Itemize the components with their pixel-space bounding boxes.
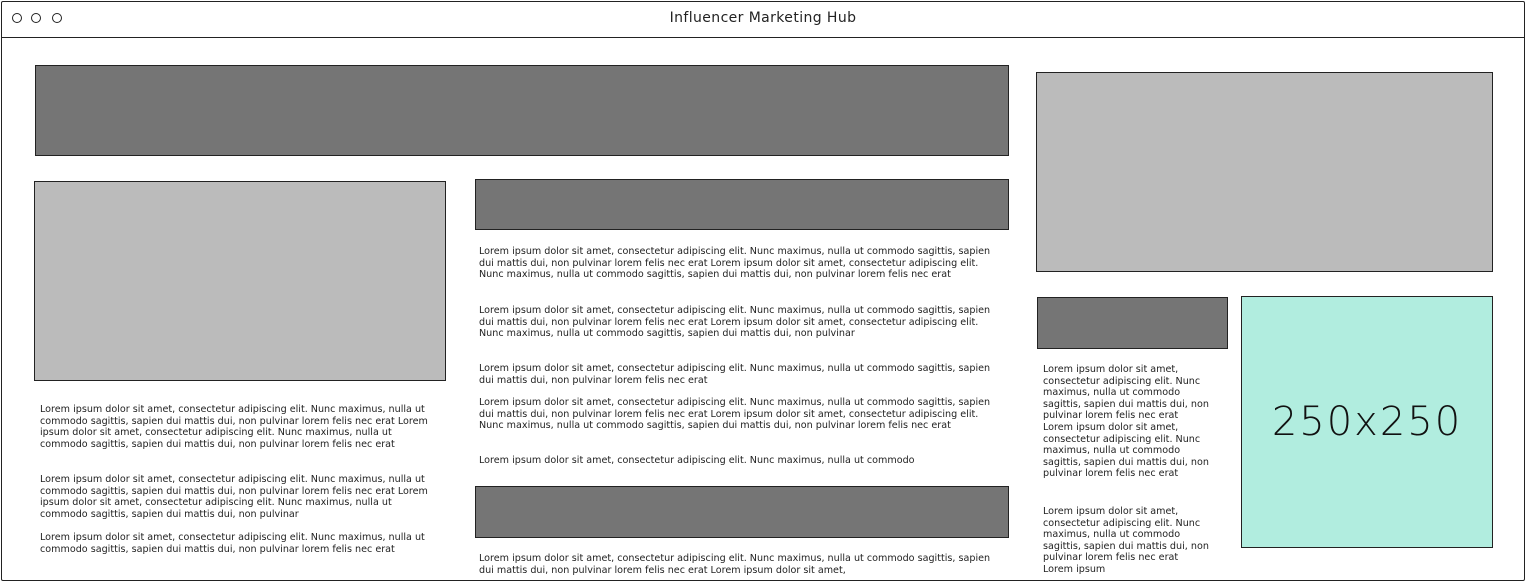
right-paragraph-1: Lorem ipsum dolor sit amet, consectetur adipiscing elit. Nunc maximus, nulla ut commodo sagittis, sapien dui mattis dui, non pulvinar lorem felis nec erat Lorem ipsum dolor sit amet, consectetur adipiscing elit. Nunc maximus, nulla ut commodo sagittis, sapien dui mattis dui, non pulvinar lorem felis nec erat — [1043, 364, 1209, 480]
left-paragraph-3: Lorem ipsum dolor sit amet, consectetur adipiscing elit. Nunc maximus, nulla ut commodo sagittis, sapien dui mattis dui, non pulvinar lorem felis nec erat — [40, 532, 425, 555]
window-title: Influencer Marketing Hub — [669, 10, 857, 26]
ad-size-label: 250x250 — [1271, 399, 1463, 445]
middle-paragraph-6: Lorem ipsum dolor sit amet, consectetur adipiscing elit. Nunc maximus, nulla ut commodo sagittis, sapien dui mattis dui, non pulvinar lorem felis nec erat Lorem ipsum dolor sit amet, — [479, 553, 991, 576]
ad-placeholder-250x250 — [1241, 296, 1493, 548]
second-article-heading-placeholder — [475, 486, 1009, 538]
window-titlebar — [2, 2, 1524, 38]
article-heading-placeholder — [475, 179, 1009, 230]
browser-window — [1, 1, 1525, 581]
middle-paragraph-4: Lorem ipsum dolor sit amet, consectetur adipiscing elit. Nunc maximus, nulla ut commodo sagittis, sapien dui mattis dui, non pulvinar lorem felis nec erat Lorem ipsum dolor sit amet, consectetur adipiscing elit. Nunc maximus, nulla ut commodo sagittis, sapien dui mattis dui, non pulvinar lorem felis nec erat — [479, 397, 991, 432]
header-banner-placeholder — [35, 65, 1009, 156]
article-image-placeholder — [34, 181, 446, 381]
middle-paragraph-1: Lorem ipsum dolor sit amet, consectetur adipiscing elit. Nunc maximus, nulla ut commodo sagittis, sapien dui mattis dui, non pulvinar lorem felis nec erat Lorem ipsum dolor sit amet, consectetur adipiscing elit. Nunc maximus, nulla ut commodo sagittis, sapien dui mattis dui, non pulvinar lorem felis nec erat — [479, 246, 991, 281]
left-paragraph-1: Lorem ipsum dolor sit amet, consectetur adipiscing elit. Nunc maximus, nulla ut commodo sagittis, sapien dui mattis dui, non pulvinar lorem felis nec erat Lorem ipsum dolor sit amet, consectetur adipiscing elit. Nunc maximus, nulla ut commodo sagittis, sapien dui mattis dui, non pulvinar lorem felis nec erat — [40, 404, 428, 450]
right-paragraph-2: Lorem ipsum dolor sit amet, consectetur adipiscing elit. Nunc maximus, nulla ut commodo sagittis, sapien dui mattis dui, non pulvinar lorem felis nec erat Lorem ipsum — [1043, 506, 1209, 575]
left-paragraph-2: Lorem ipsum dolor sit amet, consectetur adipiscing elit. Nunc maximus, nulla ut commodo sagittis, sapien dui mattis dui, non pulvinar lorem felis nec erat Lorem ipsum dolor sit amet, consectetur adipiscing elit. Nunc maximus, nulla ut commodo sagittis, sapien dui mattis dui, non pulvinar — [40, 474, 428, 520]
middle-paragraph-5: Lorem ipsum dolor sit amet, consectetur adipiscing elit. Nunc maximus, nulla ut commodo — [479, 455, 915, 466]
middle-paragraph-2: Lorem ipsum dolor sit amet, consectetur adipiscing elit. Nunc maximus, nulla ut commodo sagittis, sapien dui mattis dui, non pulvinar lorem felis nec erat Lorem ipsum dolor sit amet, consectetur adipiscing elit. Nunc maximus, nulla ut commodo sagittis, sapien dui mattis dui, non pulvinar — [479, 305, 991, 340]
featured-image-placeholder — [1036, 72, 1493, 272]
middle-paragraph-3: Lorem ipsum dolor sit amet, consectetur adipiscing elit. Nunc maximus, nulla ut commodo sagittis, sapien dui mattis dui, non pulvinar lorem felis nec erat — [479, 363, 991, 386]
sidebar-heading-placeholder — [1037, 297, 1228, 349]
